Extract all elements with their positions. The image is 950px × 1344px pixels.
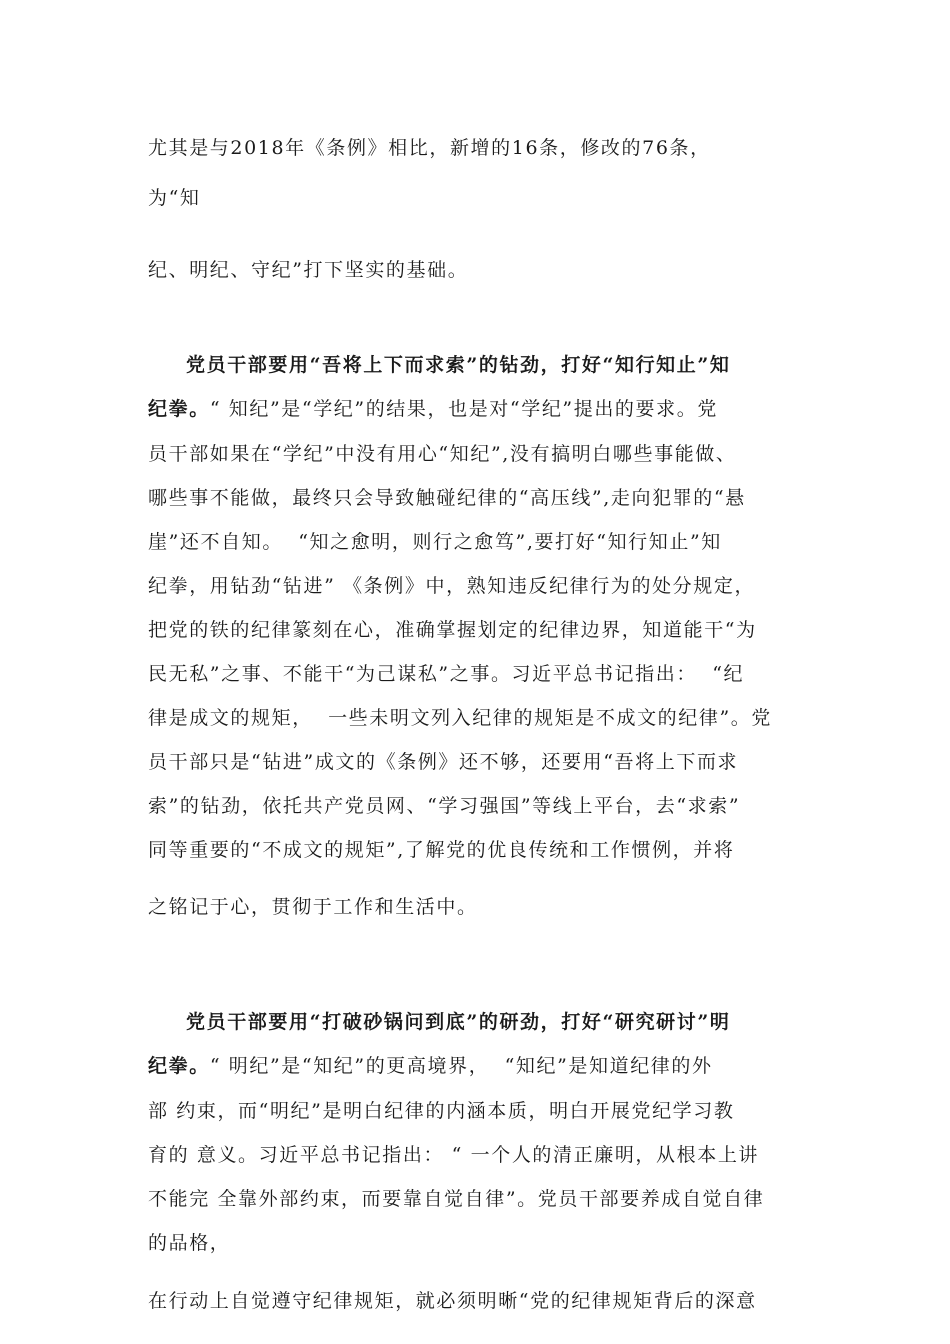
section1-line-4: 崖”还不自知。 “知之愈明，则行之愈笃”,要打好“知行知止”知 (148, 531, 722, 553)
section2-heading-tail: 纪拳。 (148, 1055, 210, 1077)
section1-line-10: 索”的钻劲，依托共产党员网、“学习强国”等线上平台，去“求索” (148, 795, 741, 817)
section1-heading-tail: 纪拳。 (148, 398, 210, 420)
section1-line-9: 员干部只是“钻进”成文的《条例》还不够，还要用“吾将上下而求 (148, 751, 739, 773)
section1-line-2: 员干部如果在“学纪”中没有用心“知纪”,没有搞明白哪些事能做、 (148, 443, 737, 465)
section1-line-8: 律是成文的规矩， 一些未明文列入纪律的规矩是不成文的纪律”。党 (148, 707, 772, 729)
section2-heading: 党员干部要用“打破砂锅问到底”的研劲，打好“研究研讨”明 (186, 1011, 731, 1033)
section2-line-6: 在行动上自觉遵守纪律规矩，就必须明晰“党的纪律规矩背后的深意 (148, 1290, 757, 1312)
section1-line-12: 之铭记于心，贯彻于工作和生活中。 (148, 896, 478, 918)
section1-heading: 党员干部要用“吾将上下而求索”的钻劲，打好“知行知止”知 (186, 354, 731, 376)
section2-line-1-text: “ 明纪”是“知纪”的更高境界， “知纪”是知道纪律的外 (209, 1055, 713, 1077)
section1-line-11: 同等重要的“不成文的规矩”,了解党的优良传统和工作惯例，并将 (148, 839, 735, 861)
section1-line-3: 哪些事不能做，最终只会导致触碰纪律的“高压线”,走向犯罪的“悬 (148, 487, 746, 509)
intro-line-2: 为“知 (148, 187, 201, 209)
section2-line-5: 的品格， (148, 1232, 231, 1254)
section1-line-5: 纪拳，用钻劲“钻进” 《条例》中，熟知违反纪律行为的处分规定， (148, 575, 756, 597)
section1-line-1-text: “ 知纪”是“学纪”的结果，也是对“学纪”提出的要求。党 (209, 398, 718, 420)
section2-line-2: 部 约束，而“明纪”是明白纪律的内涵本质，明白开展党纪学习教 (148, 1100, 735, 1122)
section2-line-1 (148, 1054, 713, 1078)
section1-line-7: 民无私”之事、不能干“为己谋私”之事。习近平总书记指出： “纪 (148, 663, 745, 685)
section2-line-4: 不能完 全靠外部约束，而要靠自觉自律”。党员干部要养成自觉自律 (148, 1188, 765, 1210)
section2-line-3: 育的 意义。习近平总书记指出： “ 一个人的清正廉明，从根本上讲 (148, 1144, 760, 1166)
section1-line-6: 把党的铁的纪律篆刻在心，准确掌握划定的纪律边界，知道能干“为 (148, 619, 757, 641)
section1-line-1 (148, 397, 718, 421)
intro-line-3: 纪、明纪、守纪”打下坚实的基础。 (148, 259, 469, 281)
intro-line-1: 尤其是与2018年《条例》相比，新增的16条，修改的76条， (148, 137, 711, 159)
